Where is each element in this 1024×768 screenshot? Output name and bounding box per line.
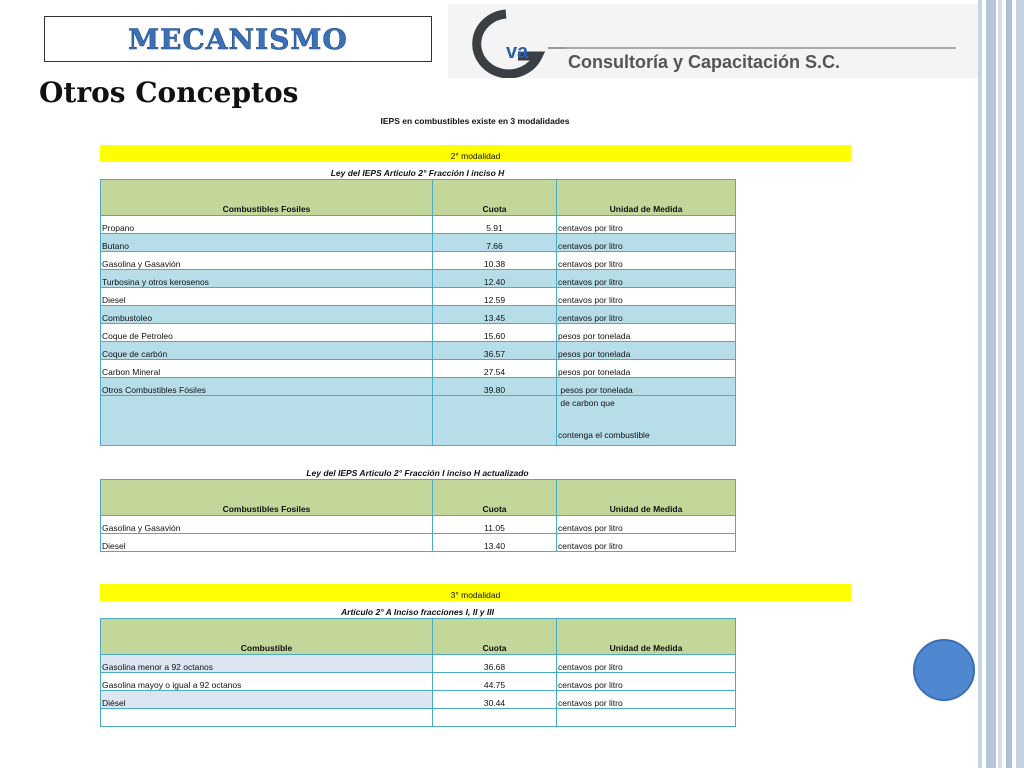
- fuel-quota: 13.45: [433, 306, 557, 324]
- table-row: [101, 691, 736, 709]
- decorative-circle: [913, 639, 975, 701]
- fuel-name: Diesel: [101, 288, 433, 306]
- fuel-unit: pesos por tonelada: [557, 342, 736, 360]
- table-row: [101, 306, 736, 324]
- company-name: Consultoría y Capacitación S.C.: [568, 52, 841, 72]
- fuel-quota: 12.59: [433, 288, 557, 306]
- header-cell: Combustibles Fosiles: [101, 480, 433, 516]
- table-row: [101, 234, 736, 252]
- table-row: [101, 673, 736, 691]
- fuel-unit: centavos por litro: [557, 673, 736, 691]
- table-row: [101, 360, 736, 378]
- slide-title: MECANISMO: [128, 22, 348, 56]
- subtitle: IEPS en combustibles existe en 3 modalidades: [380, 116, 570, 126]
- fuel-table-3: [100, 618, 736, 727]
- table-row: [101, 378, 736, 396]
- fuel-unit: centavos por litro: [557, 270, 736, 288]
- fuel-quota: 36.57: [433, 342, 557, 360]
- fuel-unit: centavos por litro: [557, 234, 736, 252]
- law-caption-1: Ley del IEPS Articulo 2° Fracción I inciso H: [330, 168, 505, 178]
- fuel-quota: 7.66: [433, 234, 557, 252]
- header-cell: Combustible: [101, 619, 433, 655]
- fuel-unit: pesos por tonelada: [557, 378, 736, 396]
- fuel-quota: 10.38: [433, 252, 557, 270]
- fuel-name: Butano: [101, 234, 433, 252]
- modality-2-bar: 2° modalidad: [100, 145, 851, 162]
- title-box: [44, 16, 432, 62]
- fuel-name: Gasolina mayoy o igual a 92 octanos: [101, 673, 433, 691]
- table-row: [101, 324, 736, 342]
- fuel-name: Gasolina y Gasavión: [101, 252, 433, 270]
- fuel-quota: 11.05: [433, 516, 557, 534]
- fuel-quota: 15.60: [433, 324, 557, 342]
- fuel-quota: 12.40: [433, 270, 557, 288]
- fuel-name: Combustoleo: [101, 306, 433, 324]
- header-cell: Cuota: [433, 180, 557, 216]
- decorative-stripes: [978, 0, 1024, 768]
- empty-cell: [101, 396, 433, 446]
- unit-continuation-2: contenga el combustible: [558, 430, 650, 440]
- unit-continuation-1: de carbon que: [558, 398, 615, 408]
- fuel-name: Turbosina y otros kerosenos: [101, 270, 433, 288]
- fuel-quota: 44.75: [433, 673, 557, 691]
- fuel-unit: centavos por litro: [557, 534, 736, 552]
- fuel-name: Propano: [101, 216, 433, 234]
- fuel-quota: 36.68: [433, 655, 557, 673]
- table-row: [101, 342, 736, 360]
- fuel-quota: 27.54: [433, 360, 557, 378]
- table-row: [101, 534, 736, 552]
- gva-logo-icon: [448, 4, 578, 78]
- page-heading: Otros Conceptos: [39, 76, 299, 109]
- header-cell: Unidad de Medida: [557, 480, 736, 516]
- table-row: [101, 396, 736, 446]
- fuel-unit: centavos por litro: [557, 306, 736, 324]
- table-header-row: [101, 180, 736, 216]
- fuel-name: Gasolina menor a 92 octanos: [101, 655, 433, 673]
- logo-underline: [566, 47, 956, 49]
- empty-cell: [433, 709, 557, 727]
- law-caption-3: Artículo 2° A Inciso fracciones I, II y III: [341, 607, 494, 617]
- fuel-name: Diésel: [101, 691, 433, 709]
- table-row: [101, 709, 736, 727]
- unit-continuation-cell: [557, 396, 736, 446]
- empty-cell: [557, 709, 736, 727]
- header-cell: Combustibles Fosiles: [101, 180, 433, 216]
- law-caption-2: Ley del IEPS Articulo 2° Fracción I inciso H actualizado: [306, 468, 529, 478]
- fuel-name: Coque de Petroleo: [101, 324, 433, 342]
- fuel-unit: centavos por litro: [557, 691, 736, 709]
- table-row: [101, 288, 736, 306]
- fuel-unit: centavos por litro: [557, 216, 736, 234]
- fuel-unit: pesos por tonelada: [557, 360, 736, 378]
- fuel-unit: centavos por litro: [557, 655, 736, 673]
- table-row: [101, 216, 736, 234]
- fuel-unit: centavos por litro: [557, 516, 736, 534]
- fuel-name: Diesel: [101, 534, 433, 552]
- company-logo: [448, 4, 978, 78]
- empty-cell: [433, 396, 557, 446]
- logo-text: va: [506, 41, 529, 63]
- fuel-name: Carbon Mineral: [101, 360, 433, 378]
- fuel-name: Coque de carbón: [101, 342, 433, 360]
- header-cell: Unidad de Medida: [557, 180, 736, 216]
- fuel-table-1: [100, 179, 736, 446]
- table-row: [101, 252, 736, 270]
- fuel-unit: centavos por litro: [557, 288, 736, 306]
- fuel-unit: centavos por litro: [557, 252, 736, 270]
- fuel-unit: pesos por tonelada: [557, 324, 736, 342]
- fuel-quota: 5.91: [433, 216, 557, 234]
- empty-cell: [101, 709, 433, 727]
- table-row: [101, 655, 736, 673]
- table-row: [101, 516, 736, 534]
- fuel-name: Gasolina y Gasavión: [101, 516, 433, 534]
- header-cell: Cuota: [433, 619, 557, 655]
- header-cell: Cuota: [433, 480, 557, 516]
- fuel-quota: 30.44: [433, 691, 557, 709]
- table-header-row: [101, 480, 736, 516]
- fuel-table-2: [100, 479, 736, 552]
- fuel-quota: 39.80: [433, 378, 557, 396]
- fuel-name: Otros Combustibles Fósiles: [101, 378, 433, 396]
- table-header-row: [101, 619, 736, 655]
- header-cell: Unidad de Medida: [557, 619, 736, 655]
- fuel-quota: 13.40: [433, 534, 557, 552]
- modality-3-bar: 3° modalidad: [100, 584, 851, 601]
- table-row: [101, 270, 736, 288]
